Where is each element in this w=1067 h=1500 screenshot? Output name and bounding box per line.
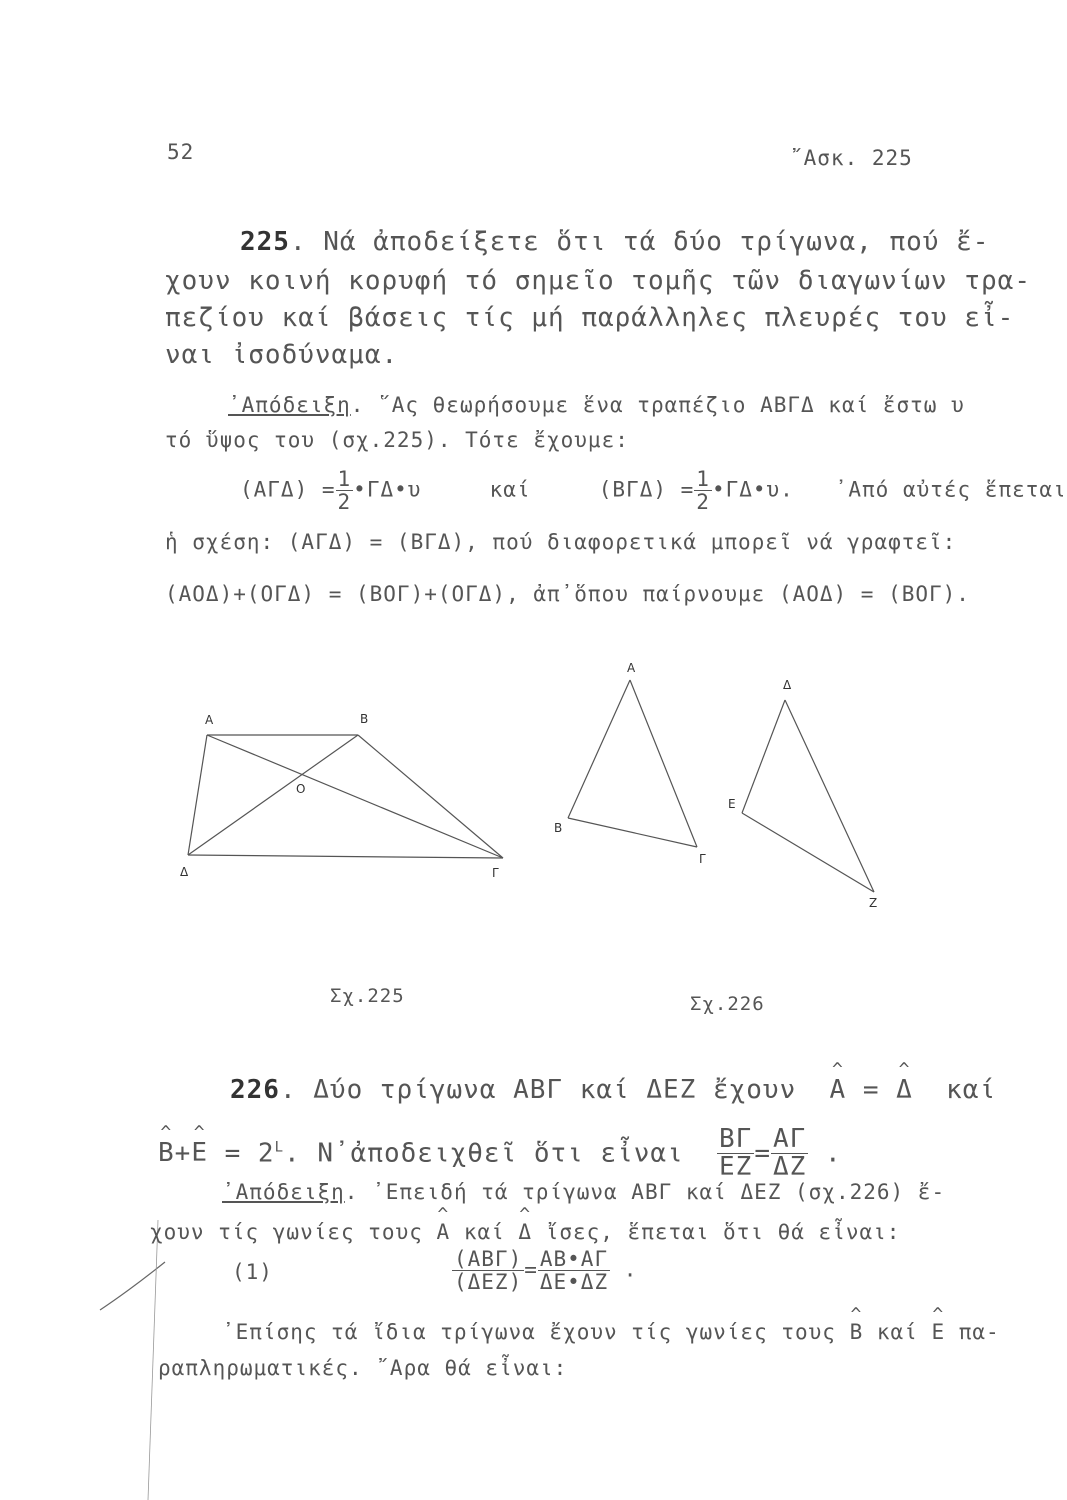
proof-226-line-1 (222, 1180, 945, 1204)
proof-label: ᾿Απόδειξη (222, 1180, 345, 1204)
frac-num: ΒΓ (719, 1124, 753, 1154)
angle-B: ^ Β (850, 1320, 864, 1344)
eq-1-label: (1) (232, 1260, 273, 1284)
angle-A: ^ Α (830, 1075, 847, 1105)
proof-text: . ᾿Επειδή τά τρίγωνα ΑΒΓ καί ΔΕΖ (σχ.226) ἔ- (344, 1180, 946, 1204)
proof-226-line-4: ραπληρωματικές. ῎Αρα θά εἶναι: (158, 1356, 568, 1380)
eq-and: καί (489, 477, 531, 502)
frac-num: 1 (696, 467, 710, 491)
frac-num: (ΑΒΓ) (454, 1247, 523, 1271)
side-product-ratio (538, 1248, 610, 1293)
proof-text: . ῞Ας θεωρήσουμε ἕνα τραπέζιο ΑΒΓΔ καί ἔστω υ (350, 393, 965, 417)
period: . (824, 1138, 842, 1169)
right-angle-sign: L (274, 1139, 285, 1156)
proof-225-conclusion: (ΑΟΔ)+(ΟΓΔ) = (ΒΟΓ)+(ΟΓΔ), ἀπ᾿ὅπου παίρνουμε (ΑΟΔ) = (ΒΟΓ). (165, 582, 970, 606)
eq-right: (ΒΓΔ) = (598, 477, 695, 502)
label-B-225: B (360, 712, 369, 726)
figure-226-triangle-DEZ (742, 700, 874, 892)
equation-1 (452, 1248, 637, 1293)
period: . (623, 1257, 638, 1282)
label-E-226: E (728, 797, 736, 811)
proof-226-line-3 (222, 1320, 1000, 1344)
exercise-text-2: . Ν᾿ἀποδειχθεῖ ὅτι εἶναι (284, 1138, 684, 1169)
proof-text: ᾿Επίσης τά ἴδια τρίγωνα ἔχουν τίς γωνίες τους (222, 1320, 850, 1344)
frac-den: 2 (696, 490, 710, 515)
diagonal-BD (188, 735, 358, 855)
figure-225 (188, 735, 503, 858)
frac-num: ΑΒ•ΑΓ (539, 1247, 609, 1271)
exercise-226-line-1 (230, 1075, 996, 1105)
equals: = (846, 1075, 897, 1105)
label-O-225: O (296, 782, 306, 796)
eq-left-tail: •ΓΔ•υ (353, 477, 422, 502)
proof-225-relation: ἡ σχέση: (ΑΓΔ) = (ΒΓΔ), πού διαφορετικά μπορεῖ νά γραφτεῖ: (165, 530, 957, 554)
edge-DG (188, 855, 503, 858)
exercise-225-line-3: πεζίου καί βάσεις τίς μή παράλληλες πλευρές του εἶ- (165, 303, 1015, 333)
angle-A: ^ Α (437, 1220, 451, 1244)
figure-226-triangle-ABG (568, 680, 697, 847)
ratio-AG-DZ (771, 1126, 808, 1182)
proof-text-2: πα- (945, 1320, 1000, 1344)
frac-den: ΕΖ (719, 1152, 753, 1183)
exercise-number: 225 (240, 227, 290, 257)
label-G-225: Γ (492, 866, 499, 880)
label-A-225: A (205, 713, 214, 727)
frac-num: ΑΓ (773, 1124, 807, 1154)
label-B-226: B (554, 821, 563, 835)
angle-D: ^ Δ (896, 1075, 913, 1105)
edge-AD (188, 735, 207, 855)
label-D-226: Δ (783, 678, 792, 692)
exercise-226-line-2 (158, 1126, 842, 1182)
label-G-226: Γ (699, 852, 706, 866)
plus: + (174, 1138, 192, 1169)
frac-den: ΔΕ•ΔΖ (539, 1270, 609, 1295)
angle-B: ^ Β (158, 1138, 175, 1168)
exercise-225-line-4: ναι ἰσοδύναμα. (165, 340, 399, 370)
angle-D: ^ Δ (518, 1220, 532, 1244)
and-word: καί (929, 1075, 997, 1105)
frac-den: ΔΖ (773, 1152, 807, 1183)
running-title: ῎Ασκ. 225 (790, 146, 913, 170)
eq-left: (ΑΓΔ) = (240, 477, 336, 502)
sum-eq: = 2 (207, 1138, 275, 1169)
frac-num: 1 (337, 467, 352, 491)
proof-text: χουν τίς γωνίες τους (150, 1220, 437, 1244)
eq-follows: ᾿Από αὐτές ἕπεται (834, 477, 1067, 502)
exercise-number: 226 (230, 1075, 280, 1105)
exercise-225-line-2: χουν κοινή κορυφή τό σημεῖο τομῆς τῶν διαγωνίων τρα- (165, 266, 1031, 296)
proof-label: ᾿Απόδειξη (228, 393, 351, 417)
label-Z-226: Z (869, 896, 878, 910)
page-number: 52 (167, 140, 195, 164)
frac-den: (ΔΕΖ) (454, 1270, 523, 1295)
angle-E: ^ Ε (931, 1320, 945, 1344)
caption-fig-226: Σχ.226 (690, 993, 765, 1015)
exercise-text: . Νά ἀποδείξετε ὅτι τά δύο τρίγωνα, πού ἔ- (289, 227, 990, 257)
proof-225-line-2: τό ὕψος του (σχ.225). Τότε ἔχουμε: (165, 428, 629, 452)
equals: = (524, 1257, 538, 1282)
label-A-226: A (627, 661, 636, 675)
diagonal-AG (207, 735, 503, 858)
and-word: καί (450, 1220, 519, 1244)
area-ratio (452, 1248, 524, 1293)
exercise-text: . Δύο τρίγωνα ΑΒΓ καί ΔΕΖ ἔχουν (279, 1075, 797, 1105)
angle-E: ^ Ε (191, 1138, 208, 1168)
proof-226-line-2 (150, 1220, 900, 1244)
eq-right-tail: •ΓΔ•υ. (711, 477, 794, 502)
frac-den: 2 (337, 490, 352, 515)
equals: = (754, 1138, 771, 1169)
label-D-225: Δ (180, 865, 189, 879)
margin-pen-stroke-2 (148, 1220, 158, 1500)
edge-BG (358, 735, 503, 858)
caption-fig-225: Σχ.225 (330, 985, 405, 1007)
and-word: καί (863, 1320, 932, 1344)
proof-text-2: ἴσες, ἕπεται ὅτι θά εἶναι: (532, 1220, 901, 1244)
ratio-BG-EZ (717, 1126, 754, 1182)
